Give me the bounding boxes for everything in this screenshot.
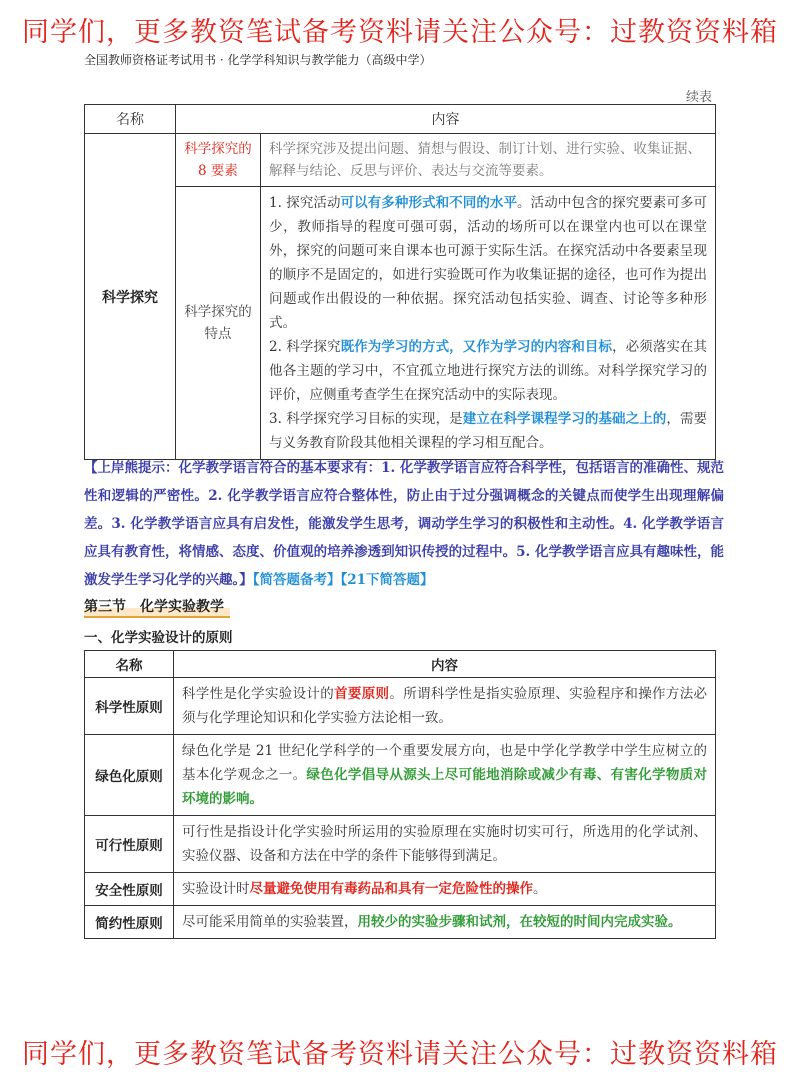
table-row [85, 678, 716, 735]
table-header-row [85, 651, 716, 678]
paragraph [269, 191, 707, 335]
row-subname: 科学探究的 8 要素 [176, 134, 261, 187]
row-name: 安全性原则 [85, 873, 174, 906]
text: 可行性是指设计化学实验时所运用的实验原理在实施时切实可行，所选用的化学试剂、实验仪器、设备和方法在中学的条件下能够得到满足。 [182, 824, 707, 864]
text: 绿色化学是 21 世纪化学科学的一个重要发展方向，也是中学化学教学中学生应树立的基本化学观念之一。 [182, 743, 707, 783]
header-content: 内容 [174, 651, 716, 678]
text: 1. 探究活动 [269, 195, 341, 211]
bottom-banner: 同学们，更多教资笔试备考资料请关注公众号：过教资资料箱 [22, 1039, 778, 1070]
header-name: 名称 [85, 651, 174, 678]
text: 。 [533, 881, 547, 897]
highlight: 绿色化学倡导从源头上尽可能地消除或减少有毒、有害化学物质对环境的影响。 [182, 767, 708, 807]
paragraph [269, 335, 707, 407]
continued-label: 续表 [685, 90, 712, 105]
table-row [85, 735, 716, 816]
top-banner: 同学们，更多教资笔试备考资料请关注公众号：过教资资料箱 [22, 17, 778, 48]
table-row [85, 187, 716, 460]
header-name: 名称 [85, 105, 176, 134]
section-title: 第三节 化学实验教学 [84, 596, 230, 618]
experiment-principles-table [84, 650, 716, 939]
highlight: 建立在科学课程学习的基础之上的 [462, 411, 667, 427]
row-name: 可行性原则 [85, 816, 174, 873]
subsection-title: 一、化学实验设计的原则 [84, 630, 233, 646]
highlight: 既作为学习的方式，又作为学习的内容和目标 [340, 339, 613, 355]
text: 科学性是化学实验设计的 [182, 686, 335, 702]
highlight: 尽量避免使用有毒药品和具有一定危险性的操作 [249, 881, 533, 897]
paragraph [269, 407, 707, 455]
text: ，需要与义务教育阶段其他相关课程的学习相互配合。 [269, 411, 708, 451]
text: 。活动中包含的探究要素可多可少，教师指导的程度可强可弱，活动的场所可以在课堂内也可以在课堂外，探究的问题可来自课本也可源于实际生活。在探究活动中各要素呈现的顺序不是固定的，如进行实验既可作为收集证据的途径，也可作为提出问题或作出假设的一种依据。探究活动包括实验、调查、讨论等多种形式。 [269, 195, 708, 331]
running-head: 全国教师资格证考试用书 · 化学学科知识与教学能力（高级中学） [84, 53, 432, 67]
science-inquiry-table [84, 104, 716, 460]
row-content [174, 735, 716, 816]
row-name: 科学探究 [85, 134, 176, 460]
highlight: 用较少的实验步骤和试剂，在较短的时间内完成实验。 [357, 914, 682, 930]
text: 尽可能采用简单的实验装置， [182, 914, 358, 930]
row-subname: 科学探究的特点 [176, 187, 261, 460]
text: 2. 科学探究 [269, 339, 341, 355]
row-content [174, 816, 716, 873]
row-content [174, 873, 716, 906]
tip-tags: 【简答题备考】【21下简答题】 [252, 572, 434, 588]
tip-box [84, 454, 724, 594]
text: ，必须落实在其他各主题的学习中，不宜孤立地进行探究方法的训练。对科学探究学习的评价，应侧重考查学生在探究活动中的实际表现。 [269, 339, 708, 403]
row-name: 绿色化原则 [85, 735, 174, 816]
text: 3. 科学探究学习目标的实现，是 [269, 411, 463, 427]
tip-body: 【上岸熊提示：化学教学语言符合的基本要求有：1. 化学教学语言应符合科学性，包括语言的准确性、规范性和逻辑的严密性。2. 化学教学语言应符合整体性，防止由于过分强调概念的关键点而使学生出现理解偏差。3. 化学教学语言应具有启发性，能激发学生思考，调动学生学习的积极性和主动性。4. 化学教学语言应具有教育性，将情感、态度、价值观的培养渗透到知识传授的过程中。5. 化学教学语言应具有趣味性，能激发学生学习化学的兴趣。】 [84, 460, 724, 588]
text: 实验设计时 [182, 881, 250, 897]
highlight: 首要原则 [334, 686, 390, 702]
table-row [85, 873, 716, 906]
row-content [174, 906, 716, 939]
row-content [261, 187, 716, 460]
row-name: 简约性原则 [85, 906, 174, 939]
table-row [85, 906, 716, 939]
text: 。所谓科学性是指实验原理、实验程序和操作方法必须与化学理论知识和化学实验方法论相一致。 [182, 686, 708, 726]
header-content: 内容 [176, 105, 716, 134]
row-content [174, 678, 716, 735]
table-row [85, 816, 716, 873]
row-name: 科学性原则 [85, 678, 174, 735]
highlight: 可以有多种形式和不同的水平 [340, 195, 518, 211]
row-content: 科学探究涉及提出问题、猜想与假设、制订计划、进行实验、收集证据、解释与结论、反思与评价、表达与交流等要素。 [261, 134, 716, 187]
table-row [85, 134, 716, 187]
table-header-row [85, 105, 716, 134]
